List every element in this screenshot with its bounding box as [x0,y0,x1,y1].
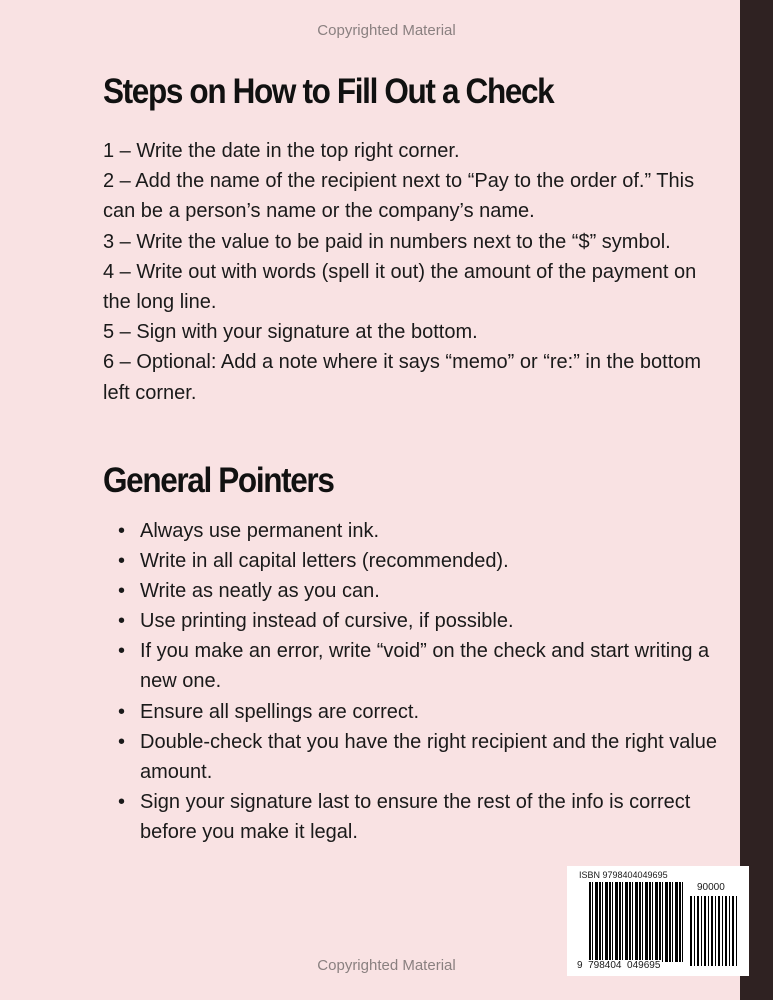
step-item: 4 – Write out with words (spell it out) the amount of the payment on the long line. [103,260,697,314]
pointer-item: • Sign your signature last to ensure the rest of the info is correct before you make it legal. [118,787,718,847]
spine-edge [740,0,773,1000]
pointers-heading: General Pointers [103,461,334,500]
pointer-item: • Double-check that you have the right recipient and the right value amount. [118,727,718,787]
pointers-list [118,516,718,847]
watermark-bottom: Copyrighted Material [317,957,456,974]
addon-bars [690,896,738,966]
steps-heading: Steps on How to Fill Out a Check [103,72,554,111]
pointer-item: • Always use permanent ink. [118,516,718,546]
pointer-item: • If you make an error, write “void” on the check and start writing a new one. [118,636,718,696]
pointer-item: • Write as neatly as you can. [118,576,718,606]
barcode-digits: 9 798404 049695 [577,960,661,971]
pointer-item: • Ensure all spellings are correct. [118,697,718,727]
watermark-top: Copyrighted Material [317,22,456,39]
price-addon: 90000 [697,882,725,893]
isbn-label: ISBN 9798404049695 [579,870,668,880]
steps-list [103,136,703,408]
pointer-item: • Write in all capital letters (recommended). [118,546,718,576]
pointer-item: • Use printing instead of cursive, if possible. [118,606,718,636]
step-item: 1 – Write the date in the top right corner. [103,140,460,162]
barcode-bars [589,882,684,962]
step-item: 5 – Sign with your signature at the bottom. [103,321,478,344]
step-item: 2 – Add the name of the recipient next to “Pay to the order of.” This can be a person’s name or the company’s name. [103,170,695,223]
step-item: 6 – Optional: Add a note where it says “memo” or “re:” in the bottom left corner. [103,351,702,404]
step-item: 3 – Write the value to be paid in numbers next to the “$” symbol. [103,230,671,253]
